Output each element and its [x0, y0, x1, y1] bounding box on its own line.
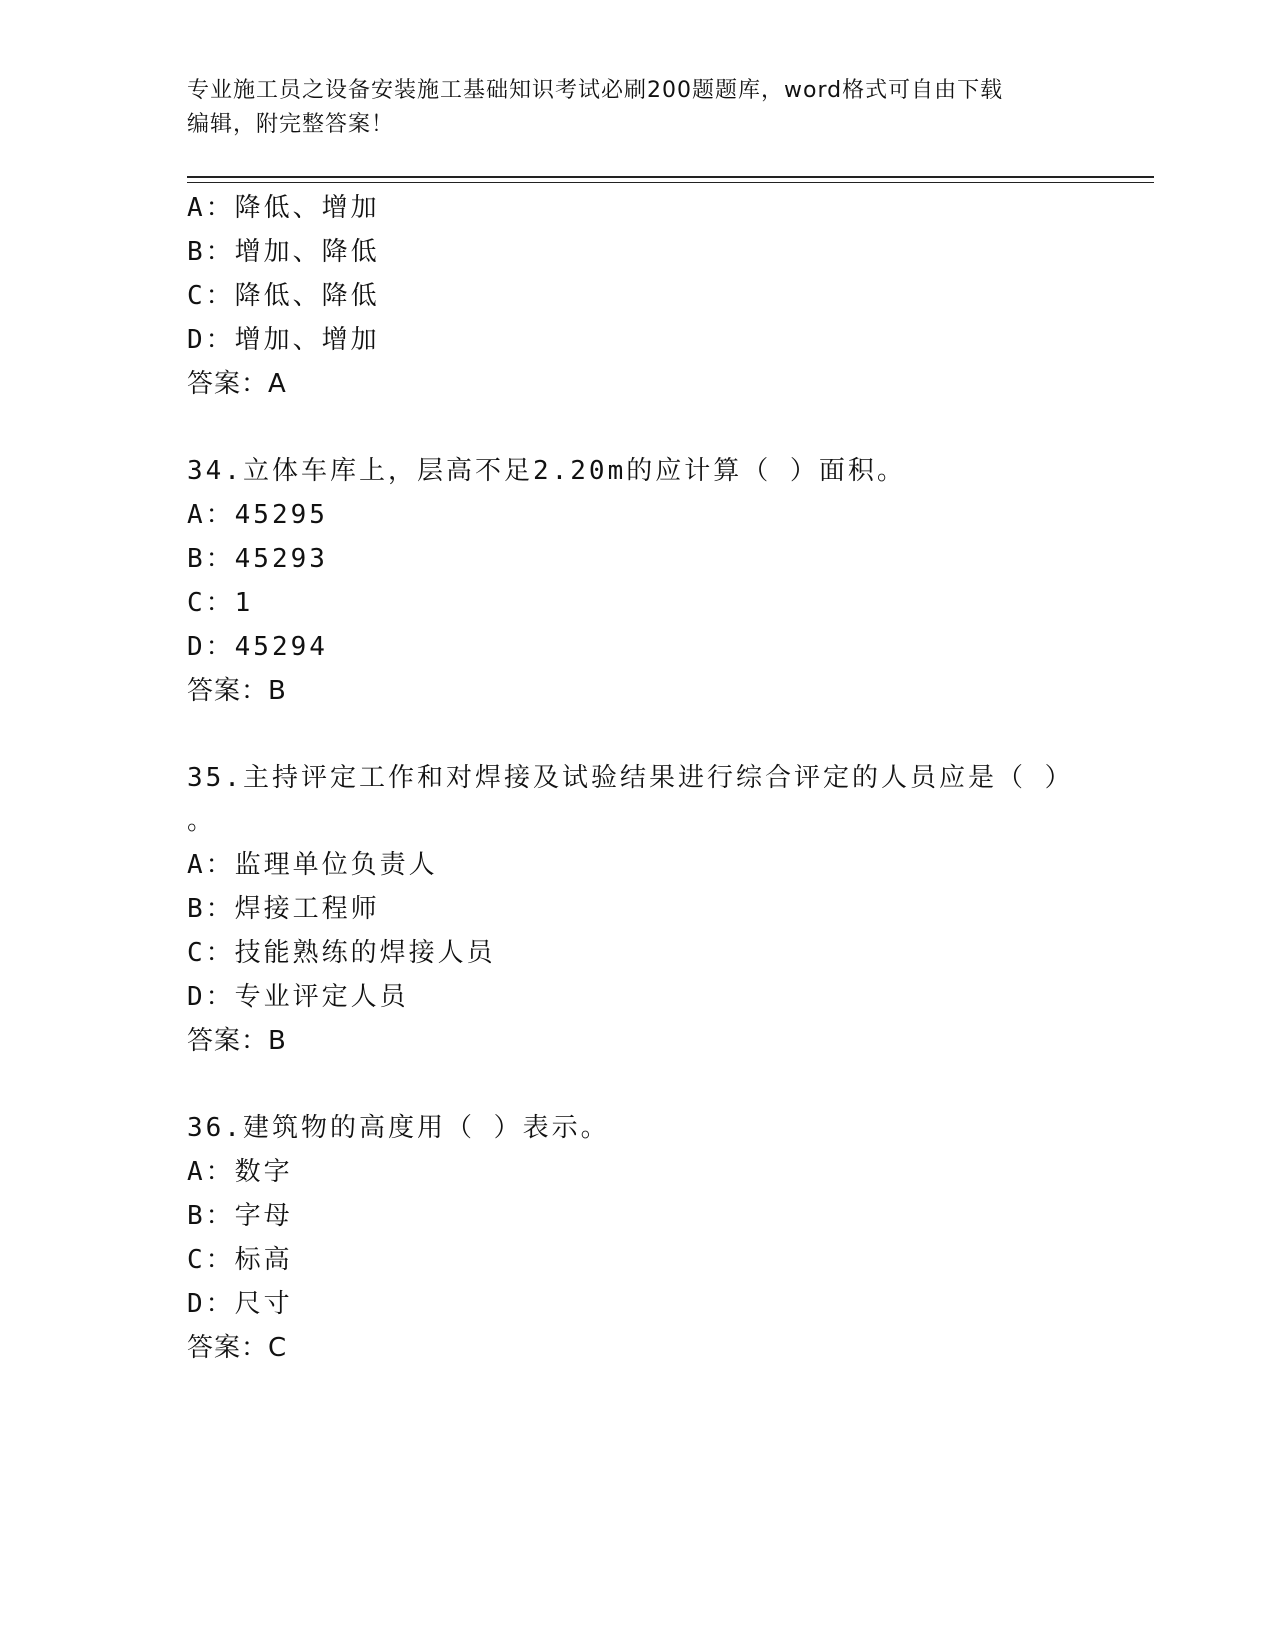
- q35-option-c: C：技能熟练的焊接人员: [187, 938, 496, 968]
- header-title-line-1: 专业施工员之设备安装施工基础知识考试必刷200题题库，word格式可自由下载: [187, 78, 1004, 103]
- q33-option-a: A：降低、增加: [187, 193, 380, 223]
- q34-option-c: C：1: [187, 588, 254, 618]
- q36-option-d: D：尺寸: [187, 1289, 293, 1319]
- q35-stem: 35.主持评定工作和对焊接及试验结果进行综合评定的人员应是（ ）: [187, 763, 1074, 793]
- q36-answer: 答案：C: [187, 1333, 288, 1363]
- q34-stem: 34.立体车库上，层高不足2.20m的应计算（ ）面积。: [187, 456, 906, 486]
- q36-option-a: A：数字: [187, 1157, 293, 1187]
- q34-option-b: B：45293: [187, 544, 328, 574]
- q33-option-b: B：增加、降低: [187, 237, 380, 267]
- q34-answer: 答案：B: [187, 676, 287, 706]
- q33-option-c: C：降低、降低: [187, 281, 380, 311]
- q35-answer: 答案：B: [187, 1026, 287, 1056]
- q36-option-b: B：字母: [187, 1201, 293, 1231]
- q36-option-c: C：标高: [187, 1245, 293, 1275]
- q33-option-d: D：增加、增加: [187, 325, 380, 355]
- q33-answer: 答案：A: [187, 369, 287, 399]
- q36-stem: 36.建筑物的高度用（ ）表示。: [187, 1113, 610, 1143]
- q35-option-a: A：监理单位负责人: [187, 850, 438, 880]
- document-header: [187, 74, 1087, 142]
- header-divider-thin: [187, 182, 1154, 183]
- q35-stem-continued: 。: [187, 806, 217, 836]
- q34-option-a: A：45295: [187, 500, 328, 530]
- q34-option-d: D：45294: [187, 632, 328, 662]
- q35-option-b: B：焊接工程师: [187, 894, 380, 924]
- header-divider-thick: [187, 176, 1154, 178]
- q35-option-d: D：专业评定人员: [187, 982, 409, 1012]
- header-title-line-2: 编辑，附完整答案！: [187, 112, 395, 137]
